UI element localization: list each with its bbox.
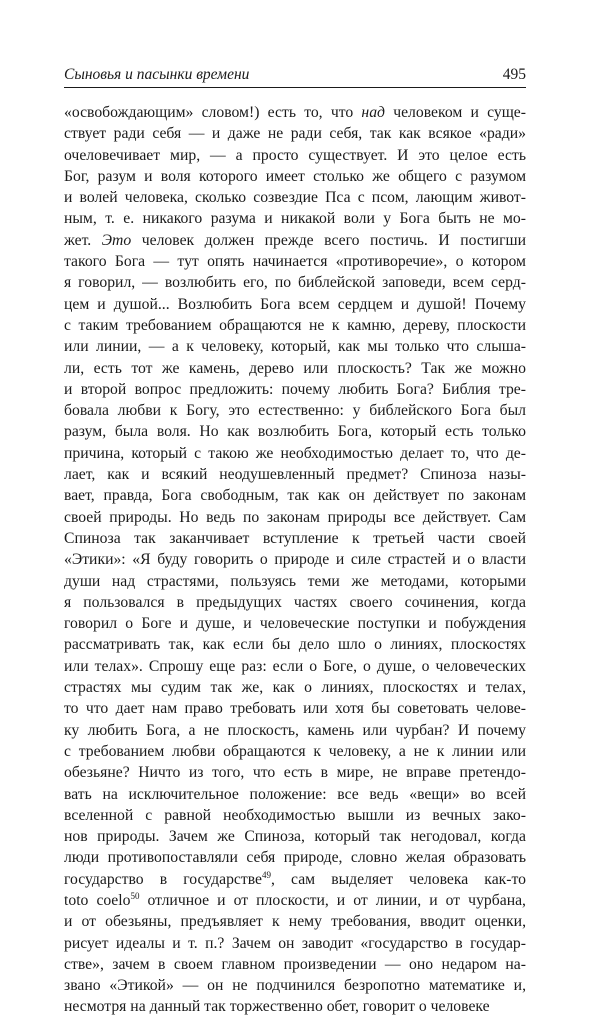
text-line: или телах». Спрошу еще раз: если о Боге, о душе, о человеческих [64,657,526,675]
text-line: страстях мы судим так же, как о линиях, плоскостях и телах, [64,679,526,697]
text-line: очеловечивает мир, — а просто существует. И это целое есть [64,146,526,164]
text-line: то что дает нам право требовать или хотя бы советовать челове- [64,700,526,718]
emphasis: над [361,104,385,121]
text-line: и волей человека, сколько созвездие Пса с псом, лающим живот- [64,189,526,207]
text-line: «Этики»: «Я буду говорить о природе и силе страстей и о власти [64,551,526,569]
text-line: я пользовался в предыдущих частях своего сочинения, когда [64,593,526,611]
text-line: души над страстями, пользуясь теми же методами, которыми [64,572,526,590]
emphasis: Это [101,231,132,249]
text-line: я говорил, — возлюбить его, по библейской заповеди, всем серд- [64,274,526,292]
text-line: лает, как и всякий неодушевленный предмет? Спиноза назы- [64,466,526,484]
text-line: обезьяне? Ничто из того, что есть в мире, не вправе претендо- [64,764,526,782]
text-line: ли, есть тот же камень, дерево или плоскость? Так же можно [64,359,526,377]
text-line: с требованием любви обращаются к человеку, а не к линии или [64,742,526,760]
text-line: жет. Это человек должен прежде всего постичь. И постигши [64,231,526,249]
text-line: ным, т. е. никакого разума и никакой воли у Бога быть не мо- [64,210,526,228]
text-line: или линии, — а к человеку, который, как мы только что слыша- [64,338,526,356]
body-text [64,102,526,1018]
text-line: такого Бога — тут опять начинается «противоречие», о котором [64,253,526,271]
text-line: люди противопоставляли себя природе, словно желая образовать [64,849,526,867]
text-line: с таким требованием обращаются не к камню, дереву, плоскости [64,316,526,334]
footnote-ref: 49 [262,869,272,880]
text-line: ку любить Бога, а не плоскость, камень или чурбан? И почему [64,721,526,739]
text-line: и второй вопрос предложить: почему любить Бога? Библия тре- [64,380,526,398]
text-line: и от обезьяны, предъявляет к нему требования, вводит оценки, [64,913,526,931]
header-rule [64,87,526,88]
text-line: своей природы. Но ведь по законам природы все действует. Сам [64,508,526,526]
text-line: несмотря на данный так торжественно обет, говорит о человеке [64,998,490,1016]
text-line: ствует ради себя — и даже не ради себя, так как всякое «ради» [64,125,526,143]
text-line: toto coelo$^{50}$ отличное и от плоскости, и от линии, и от чурбана, [64,890,526,909]
text-line: Спиноза так заканчивает вступление к третьей части своей [64,529,526,547]
running-title: Сыновья и пасынки времени [64,66,250,83]
text-line: Бог, разум и воля которого имеет столько же общего с разумом [64,167,526,185]
text-line: вает, правда, Бога свободным, так как он действует по законам [64,487,526,505]
text-line: вселенной с равной необходимостью вышли из вечных зако- [64,806,526,824]
running-head [64,66,526,84]
text-line: звано «Этикой» — он не подчинился безропотно математике и, [64,977,526,995]
text-line: нов природы. Зачем же Спиноза, который так негодовал, когда [64,828,526,846]
page-number: 495 [502,66,526,83]
text-line: говорил о Боге и душе, и человеческие поступки и побуждения [64,615,526,633]
text-line: вать на исключительное положение: все ведь «вещи» во всей [64,785,526,803]
text-line: разум, была воля. Но как возлюбить Бога, который есть только [64,423,526,441]
text-line: причина, который с такою же необходимостью делает то, что де- [64,444,526,462]
text-line: цем и душой... Возлюбить Бога всем сердцем и душой! Почему [64,295,526,313]
text-line: рассматривать так, как если бы дело шло о линиях, плоскостях [64,636,526,654]
text-line: стве», зачем в своем главном произведении — оно недаром на- [64,955,526,973]
text-line: государство в государстве$^{49}$, сам выделяет человека как-то [64,869,526,888]
footnote-ref: 50 [130,890,140,901]
text-line: бовала любви к Богу, это естественно: у библейского Бога был [64,402,526,420]
text-line: рисует идеалы и т. п.? Зачем он заводит «государство в государ- [64,934,526,952]
text-line: «освобождающим» словом!) есть то, что над человеком и суще- [64,104,526,121]
